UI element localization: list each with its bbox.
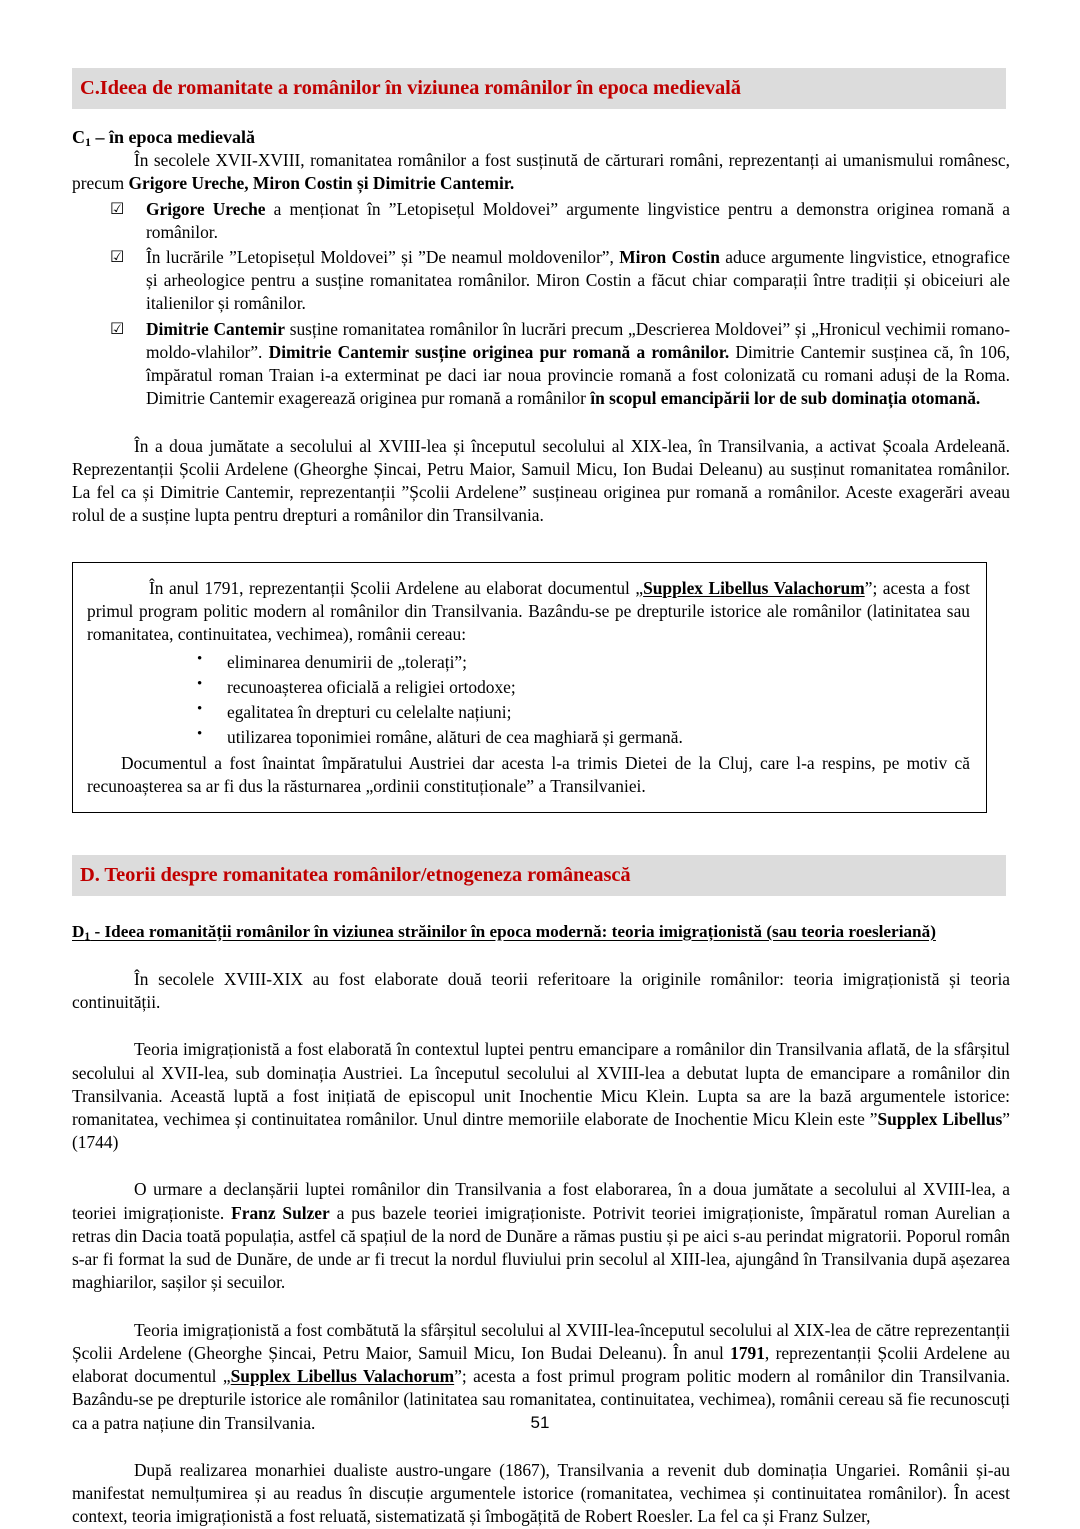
subheading-c1-subscript: 1 (85, 134, 91, 149)
framed-box-intro-paragraph (87, 577, 970, 647)
section-d-paragraph-5: După realizarea monarhiei dualiste austro-ungare (1867), Transilvania a revenit dub dominația Ungariei. Românii și-au manifestat nemulțumirea și au readus în discuție argumentele istorice (romanitatea, vechimea și continuitatea românilor). În acest context, teoria imigraționistă a fost reluată, sistematizată și îmbogățită de Robert Roesler. La fel ca și Franz Sulzer, (72, 1459, 1010, 1527)
list-item-text: recunoașterea oficială a religiei ortodoxe; (227, 677, 516, 698)
list-item-bold-lead: Grigore Ureche (146, 198, 266, 219)
list-item-text: eliminarea denumirii de „tolerați”; (227, 652, 467, 673)
list-item-text-tail: aduce argumente lingvistice, etnografice și arheologice pentru a susține romanitatea românilor. Miron Costin a făcut chiar comparații între tradiții și obiceiuri ale italienilor și românilor. (146, 246, 1010, 314)
paragraph-3-text-tail: a pus bazele teoriei imigraționiste. Potrivit teoriei imigraționiste, împăratul roman Aurelian a retras din Dacia toată populația, astfel că spațiul de la nord de Dunăre a rămas pustiu și pe aici s-au perindat migratorii. Poporul român s-ar fi format la sud de Dunăre, de unde ar fi trecut la nordul fluviului prin secolul al XIII-lea, ajungând în Transilvania după așezarea maghiarilor, sașilor și secuilor. (72, 1202, 1011, 1293)
subheading-d1-subscript: 1 (84, 930, 91, 943)
section-d-paragraph-2 (72, 1038, 1010, 1154)
list-item-text: susține romanitatea românilor în lucrări precum „Descrierea Moldovei” și „Hronicul vechimii romano-moldo-vlahilor”. (146, 318, 1010, 362)
framed-box-intro-text: În anul 1791, reprezentanții Școlii Ardelene au elaborat documentul „ (149, 577, 644, 598)
list-item-text: a menționat în ”Letopisețul Moldovei” argumente lingvistice pentru a demonstra originea romană a românilor. (146, 198, 1010, 242)
bullet-dot-icon: • (197, 676, 203, 693)
list-item (87, 650, 970, 675)
list-item-bold-name: Miron Costin (619, 246, 720, 267)
paragraph-4-text-3: ”; acesta a fost primul program politic modern al românilor din Transilvania. Bazându-se pe drepturile istorice ale românilor (latinitatea sau romanitatea, continuitatea, vechimea), românii cereau să fie recunoscuți ca a patra națiune din Transilvania. (72, 1366, 1010, 1433)
section-c-intro-text: În secolele XVII-XVIII, romanitatea românilor a fost susținută de cărturari români, reprezentanți ai umanismului românesc, precum (72, 150, 1010, 194)
section-d-banner-heading: D. Teorii despre romanitatea românilor/etnogeneza românească (72, 855, 1006, 896)
list-item-bold-emphasis: Dimitrie Cantemir susține originea pur romană a românilor. (268, 341, 730, 362)
bullet-dot-icon: • (197, 651, 203, 668)
section-c-checklist (72, 198, 1010, 411)
year-1791: 1791 (730, 1342, 765, 1363)
supplex-libellus-valachorum-title: Supplex Libellus Valachorum (643, 577, 865, 598)
checked-box-icon: ☑ (110, 246, 125, 266)
subheading-c1-prefix: C (72, 126, 85, 147)
supplex-libellus-title: Supplex Libellus (877, 1108, 1003, 1129)
section-c-intro-paragraph (72, 149, 1010, 195)
paragraph-3-text: O urmare a declanșării luptei românilor din Transilvania a fost elaborarea, în a doua jumătate a secolului al XVIII-lea, a teoriei imigraționiste. (72, 1179, 1010, 1223)
subheading-d1-rest: - Ideea romanității românilor în viziunea străinilor în epoca modernă: teoria imigraționistă (sau teoria roesleriană) (90, 921, 936, 941)
list-item (87, 675, 970, 700)
list-item-text: egalitatea în drepturi cu celelalte națiuni; (227, 702, 512, 723)
list-item (87, 700, 970, 725)
list-item (72, 198, 1010, 244)
subheading-d1 (72, 920, 1010, 944)
page-number: 51 (530, 1413, 550, 1432)
franz-sulzer-name: Franz Sulzer (231, 1202, 330, 1223)
list-item (72, 246, 1010, 316)
list-item-text: utilizarea toponimiei române, alături de cea maghiară și germană. (227, 727, 683, 748)
checked-box-icon: ☑ (110, 198, 125, 218)
checked-box-icon: ☑ (110, 318, 125, 338)
framed-box-closing-paragraph: Documentul a fost înaintat împăratului Austriei dar acesta l-a trimis Dietei de la Cluj, care l-a respins, pe motiv că recunoașterea sa ar fi dus la răsturnarea „ordinii constituționale” a Transilvaniei. (87, 752, 970, 796)
section-d-paragraph-1: În secolele XVIII-XIX au fost elaborate două teorii referitoare la originile românilor: teoria imigraționistă și teoria continuității. (72, 968, 1010, 1013)
list-item (87, 725, 970, 750)
section-c-banner-heading: C.Ideea de romanitate a românilor în viziunea românilor în epoca medievală (72, 68, 1006, 109)
subheading-c1 (72, 125, 1010, 149)
paragraph-2-text-tail: ” (1744) (72, 1108, 1010, 1153)
list-item-text: În lucrările ”Letopisețul Moldovei” și ”De neamul moldovenilor”, (146, 246, 620, 267)
supplex-libellus-valachorum-title: Supplex Libellus Valachorum (230, 1366, 455, 1387)
list-item-text-tail: Dimitrie Cantemir susținea că, în 106, împăratul roman Traian i-a exterminat pe daci iar noua provincie romană a fost colonizată cu romani aduși de la Roma. Dimitrie Cantemir exagerează originea pur romană a românilor (146, 341, 1010, 409)
list-item (72, 318, 1010, 411)
subheading-d1-prefix: D (72, 921, 85, 941)
bullet-dot-icon: • (197, 701, 203, 718)
list-item-bold-closing: în scopul emancipării lor de sub dominația otomană. (590, 388, 981, 409)
paragraph-4-text-2: , reprezentanții Școlii Ardelene au elaborat documentul „ (72, 1342, 1011, 1387)
section-d-paragraph-3 (72, 1178, 1010, 1294)
bullet-dot-icon: • (197, 726, 203, 743)
list-item-bold-lead: Dimitrie Cantemir (146, 318, 285, 339)
paragraph-2-text: Teoria imigraționistă a fost elaborată în contextul luptei pentru emancipare a românilor din Transilvania aflată, de la sfârșitul secolului al XVII-lea, sub dominația Austriei. La începutul secolului al XVIII-lea a debutat lupta de emancipare a românilor din Transilvania. Această luptă a fost inițiată de episcopul unit Inochentie Micu Klein. Lupta sa are la bază argumentele istorice: romanitatea, vechimea și continuitatea românilor. Unul dintre memoriile elaborate de Inochentie Micu Klein este ” (72, 1039, 1010, 1129)
section-c-intro-authors: Grigore Ureche, Miron Costin și Dimitrie Cantemir. (128, 173, 515, 194)
supplex-framed-box (72, 562, 987, 813)
scoala-ardeleana-paragraph: În a doua jumătate a secolului al XVIII-lea și începutul secolului al XIX-lea, în Transilvania, a activat Școala Ardeleană. Reprezentanții Școlii Ardelene (Gheorghe Șincai, Petru Maior, Samuil Micu, Ion Budai Deleanu) au susținut romanitatea românilor. La fel ca și Dimitrie Cantemir, reprezentanții ”Școlii Ardelene” susțineau originea pur romană a românilor. Aceste exagerări aveau rolul de a susține lupta pentru drepturi a românilor din Transilvania. (72, 435, 1010, 526)
framed-box-demands-list (87, 650, 970, 750)
paragraph-4-text: Teoria imigraționistă a fost combătută la sfârșitul secolului al XVIII-lea-începutul secolului al XIX-lea de către reprezentanții Școlii Ardelene (Gheorghe Șincai, Petru Maior, Samuil Micu, Ion Budai Deleanu). În anul (72, 1319, 1010, 1363)
framed-box-intro-text-tail: ”; acesta a fost primul program politic modern al românilor din Transilvania. Bazându-se pe drepturile istorice ale românilor (latinitatea sau romanitatea, continuitatea, vechimea), românii cereau: (87, 577, 970, 645)
subheading-c1-rest: – în epoca medievală (91, 126, 255, 147)
